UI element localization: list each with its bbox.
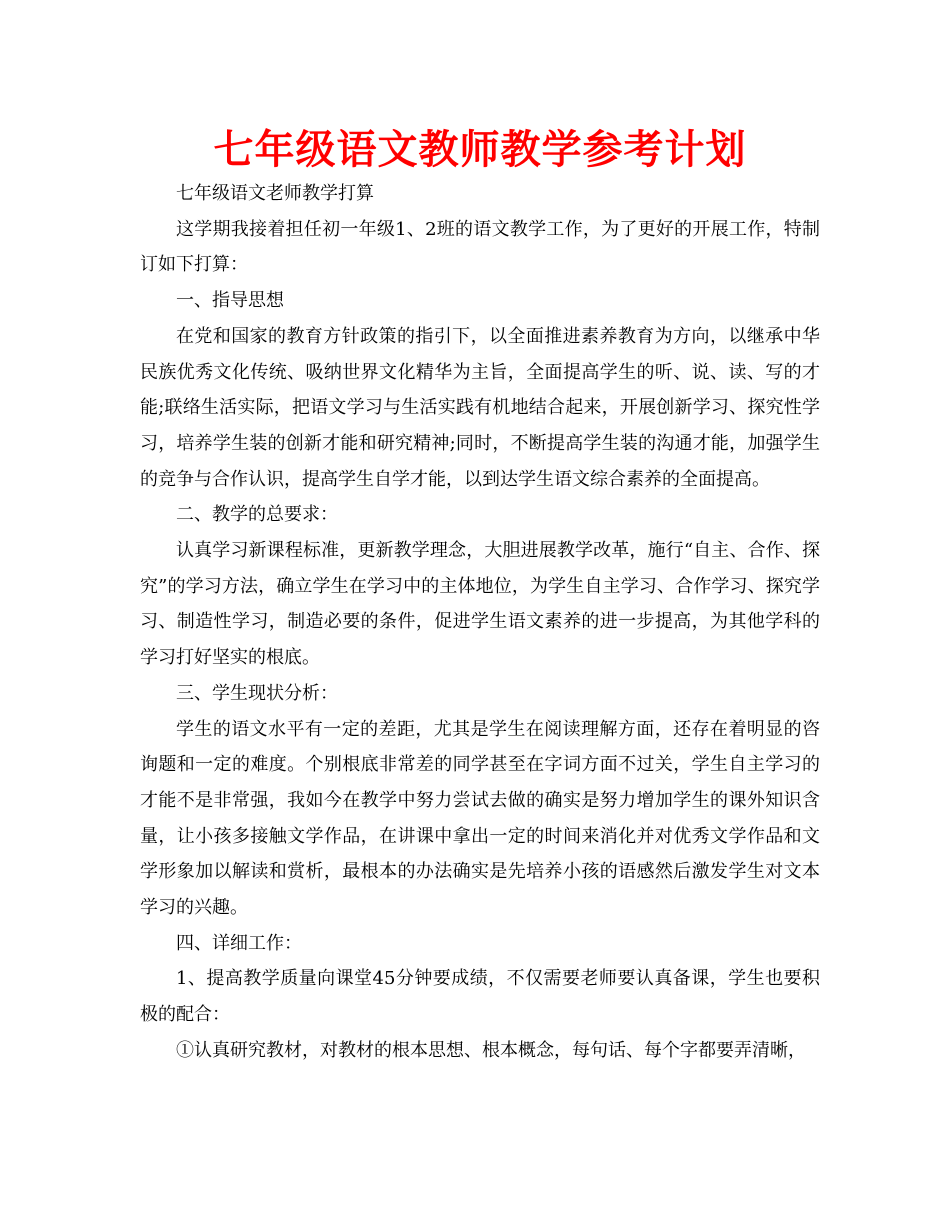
student-analysis-paragraph: 学生的语文水平有一定的差距，尤其是学生在阅读理解方面，还存在着明显的咨询题和一定的难度。个别根底非常差的同学甚至在字词方面不过关，学生自主学习的才能不是非常强，我如今在教学中努力尝试去做的确实是努力增加学生的课外知识含量，让小孩多接触文学作品，在讲课中拿出一定的时间来消化并对优秀文学作品和文学形象加以解读和赏析，最根本的办法确实是先培养小孩的语感然后激发学生对文本学习的兴趣。 xyxy=(140,718,820,919)
detailed-work-item-1: 1、提高教学质量向课堂45分钟要成绩，不仅需要老师要认真备课，学生也要积极的配合： xyxy=(140,968,820,1026)
document-page xyxy=(140,124,820,1069)
guiding-thought-paragraph: 在党和国家的教育方针政策的指引下，以全面推进素养教育为方向，以继承中华民族优秀文化传统、吸纳世界文化精华为主旨，全面提高学生的听、说、读、写的才能;联络生活实际，把语文学习与生活实践有机地结合起来，开展创新学习、探究性学习，培养学生装的创新才能和研究精神;同时，不断提高学生装的沟通才能，加强学生的竞争与合作认识，提高学生自学才能，以到达学生语文综合素养的全面提高。 xyxy=(140,325,820,490)
section-heading-student-analysis: 三、学生现状分析： xyxy=(176,682,338,704)
subtitle-paragraph: 七年级语文老师教学打算 xyxy=(176,183,374,204)
general-requirements-paragraph: 认真学习新课程标准，更新教学理念，大胆进展教学改革，施行“自主、合作、探究”的学习方法，确立学生在学习中的主体地位，为学生自主学习、合作学习、探究学习、制造性学习，制造必要的条件，促进学生语文素养的进一步提高，为其他学科的学习打好坚实的根底。 xyxy=(140,540,820,669)
document-title: 七年级语文教师教学参考计划 xyxy=(213,126,747,173)
section-heading-guiding-thought: 一、指导思想 xyxy=(176,290,284,312)
section-heading-detailed-work: 四、详细工作： xyxy=(176,932,302,954)
section-heading-general-requirements: 二、教学的总要求： xyxy=(176,504,338,526)
detailed-work-subitem-1: ①认真研究教材，对教材的根本思想、根本概念，每句话、每个字都要弄清晰， xyxy=(176,1039,806,1061)
intro-paragraph: 这学期我接着担任初一年级1、2班的语文教学工作，为了更好的开展工作，特制订如下打算： xyxy=(140,218,820,276)
